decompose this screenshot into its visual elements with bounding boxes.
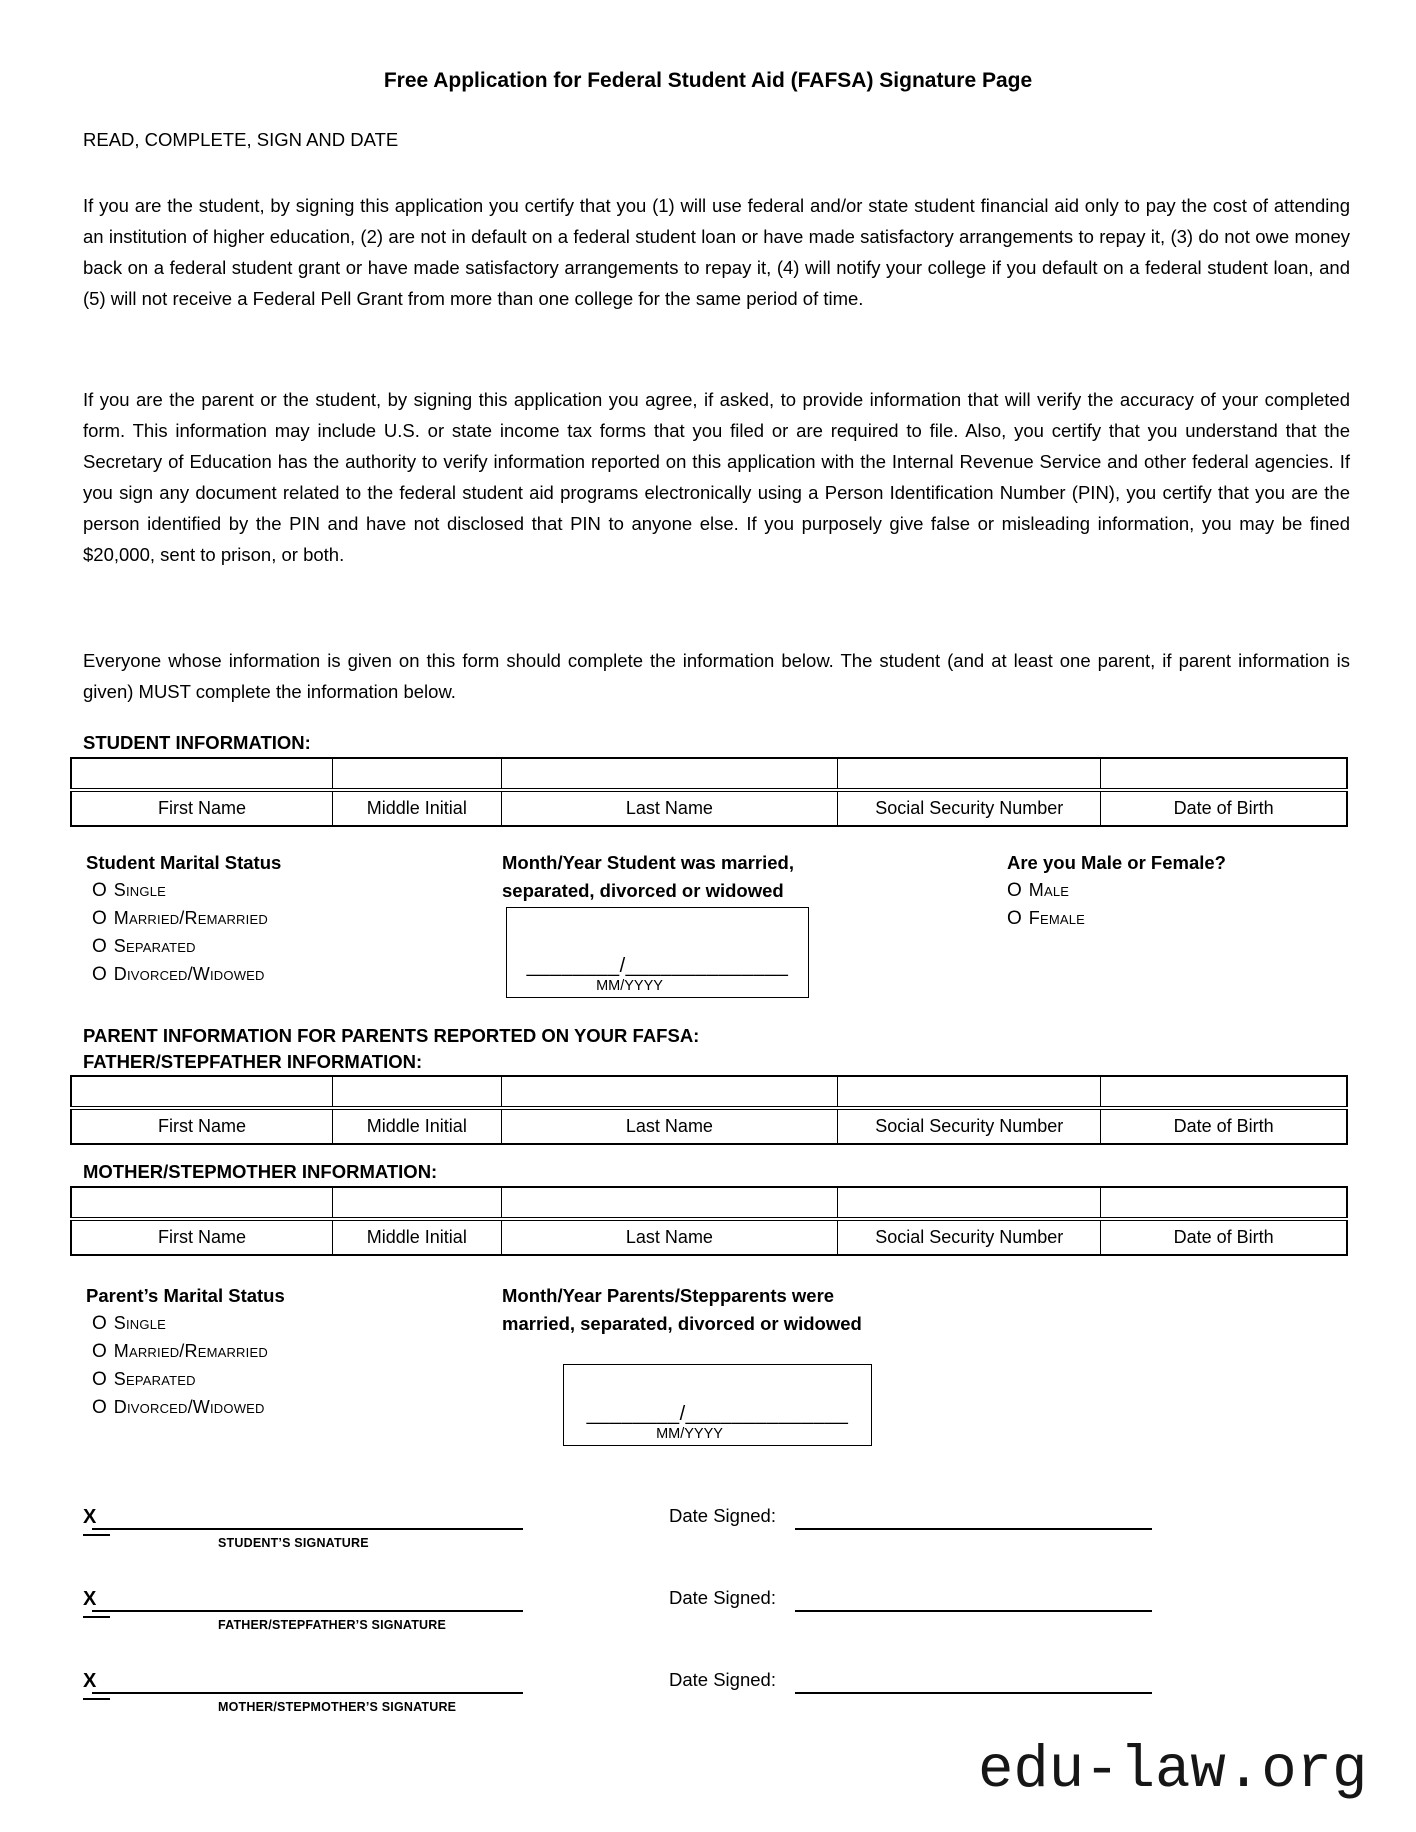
student-marriage-date-box bbox=[506, 907, 809, 998]
father-signature-label: FATHER/STEPFATHER’S SIGNATURE bbox=[218, 1618, 447, 1632]
student-last-name-field[interactable] bbox=[501, 758, 838, 790]
radio-circle-icon: O bbox=[1007, 908, 1022, 929]
gender-heading: Are you Male or Female? bbox=[1007, 852, 1226, 873]
student-date-signed-line[interactable] bbox=[795, 1528, 1152, 1530]
student-info-label-row bbox=[71, 790, 1347, 826]
radio-circle-icon: O bbox=[92, 908, 107, 929]
student-marital-status-heading: Student Marital Status bbox=[86, 852, 282, 873]
verification-paragraph: If you are the parent or the student, by signing this application you agree, if asked, to provide information that will verify the accuracy of your completed form. This information may include U.S. or state income tax forms that you filed or are required to file. Also, you certify that you understand that the Secretary of Education has the authority to verify information reported on this application with the Internal Revenue Service and other federal agencies. If you sign any document related to the federal student aid programs electronically using a Person Identification Number (PIN), you certify that you are the person identified by the PIN and have not disclosed that PIN to anyone else. If you purposely give false or misleading information, you may be fined $20,000, sent to prison, or both. bbox=[83, 389, 1350, 565]
mother-dob-field[interactable] bbox=[1101, 1187, 1347, 1219]
parent-marriage-date-box bbox=[563, 1364, 872, 1446]
student-marital-options bbox=[92, 877, 268, 989]
first-name-label: First Name bbox=[71, 790, 333, 826]
student-signature-x-underline bbox=[83, 1534, 110, 1536]
father-info-label-row bbox=[71, 1108, 1347, 1144]
father-date-signed-line[interactable] bbox=[795, 1610, 1152, 1612]
father-middle-initial-field[interactable] bbox=[333, 1076, 501, 1108]
student-marital-married-option[interactable]: O Married/Remarried bbox=[92, 908, 268, 929]
mother-info-label-row bbox=[71, 1219, 1347, 1255]
father-signature-line[interactable] bbox=[92, 1610, 523, 1612]
ssn-label: Social Security Number bbox=[838, 1219, 1101, 1255]
father-dob-field[interactable] bbox=[1101, 1076, 1347, 1108]
watermark: edu-law.org bbox=[978, 1737, 1368, 1804]
last-name-label: Last Name bbox=[501, 1108, 838, 1144]
mother-info-entry-row bbox=[71, 1187, 1347, 1219]
last-name-label: Last Name bbox=[501, 1219, 838, 1255]
radio-circle-icon: O bbox=[92, 1397, 107, 1418]
mother-signature-line[interactable] bbox=[92, 1692, 523, 1694]
first-name-label: First Name bbox=[71, 1219, 333, 1255]
mother-ssn-field[interactable] bbox=[838, 1187, 1101, 1219]
instruction-line: READ, COMPLETE, SIGN AND DATE bbox=[83, 129, 399, 150]
gender-options bbox=[1007, 877, 1085, 933]
ssn-label: Social Security Number bbox=[838, 1108, 1101, 1144]
mother-information-heading: MOTHER/STEPMOTHER INFORMATION: bbox=[83, 1161, 438, 1182]
dob-label: Date of Birth bbox=[1101, 1108, 1347, 1144]
dob-label: Date of Birth bbox=[1101, 790, 1347, 826]
student-signature-label: STUDENT’S SIGNATURE bbox=[218, 1536, 369, 1550]
complete-below-paragraph: Everyone whose information is given on this form should complete the information below. The student (and at least one parent, if parent information is given) MUST complete the information below. bbox=[83, 650, 1350, 702]
page-title: Free Application for Federal Student Aid (FAFSA) Signature Page bbox=[383, 69, 1033, 92]
mother-date-signed-label: Date Signed: bbox=[669, 1669, 776, 1690]
parent-marital-divorced-option[interactable]: O Divorced/Widowed bbox=[92, 1397, 265, 1418]
student-dob-field[interactable] bbox=[1101, 758, 1347, 790]
parent-marital-status-heading: Parent’s Marital Status bbox=[86, 1285, 285, 1306]
parent-marriage-date-heading: Month/Year Parents/Stepparents were married, separated, divorced or widowed bbox=[502, 1285, 862, 1334]
father-info-entry-row bbox=[71, 1076, 1347, 1108]
father-information-heading: FATHER/STEPFATHER INFORMATION: bbox=[83, 1051, 423, 1072]
radio-circle-icon: O bbox=[92, 936, 107, 957]
radio-circle-icon: O bbox=[92, 1341, 107, 1362]
middle-initial-label: Middle Initial bbox=[333, 1108, 501, 1144]
radio-circle-icon: O bbox=[92, 1313, 107, 1334]
student-signature-line[interactable] bbox=[92, 1528, 523, 1530]
student-info-table bbox=[70, 757, 1348, 827]
middle-initial-label: Middle Initial bbox=[333, 790, 501, 826]
student-marital-divorced-option[interactable]: O Divorced/Widowed bbox=[92, 964, 265, 985]
father-info-table bbox=[70, 1075, 1348, 1145]
mother-signature-x: X bbox=[83, 1670, 97, 1692]
father-date-signed-label: Date Signed: bbox=[669, 1587, 776, 1608]
dob-label: Date of Birth bbox=[1101, 1219, 1347, 1255]
student-marriage-date-heading: Month/Year Student was married, separated, divorced or widowed bbox=[502, 852, 794, 901]
student-signature-x: X bbox=[83, 1506, 97, 1528]
student-mm-yyyy-label: MM/YYYY bbox=[596, 978, 663, 994]
student-middle-initial-field[interactable] bbox=[333, 758, 501, 790]
student-info-entry-row bbox=[71, 758, 1347, 790]
ssn-label: Social Security Number bbox=[838, 790, 1101, 826]
father-signature-x: X bbox=[83, 1588, 97, 1610]
mother-last-name-field[interactable] bbox=[501, 1187, 838, 1219]
father-last-name-field[interactable] bbox=[501, 1076, 838, 1108]
parent-marriage-date-blank[interactable]: ________/______________ bbox=[586, 1403, 849, 1425]
parent-mm-yyyy-label: MM/YYYY bbox=[656, 1426, 723, 1442]
gender-female-option[interactable]: O Female bbox=[1007, 908, 1086, 929]
parent-marital-single-option[interactable]: O Single bbox=[92, 1313, 166, 1334]
radio-circle-icon: O bbox=[92, 1369, 107, 1390]
mother-middle-initial-field[interactable] bbox=[333, 1187, 501, 1219]
parent-information-heading: PARENT INFORMATION FOR PARENTS REPORTED ON YOUR FAFSA: bbox=[83, 1025, 700, 1046]
parent-marital-options bbox=[92, 1310, 268, 1422]
student-date-signed-label: Date Signed: bbox=[669, 1505, 776, 1526]
student-marriage-date-blank[interactable]: ________/______________ bbox=[526, 955, 789, 977]
gender-male-option[interactable]: O Male bbox=[1007, 880, 1070, 901]
mother-first-name-field[interactable] bbox=[71, 1187, 333, 1219]
radio-circle-icon: O bbox=[92, 880, 107, 901]
mother-signature-x-underline bbox=[83, 1698, 110, 1700]
radio-circle-icon: O bbox=[1007, 880, 1022, 901]
student-ssn-field[interactable] bbox=[838, 758, 1101, 790]
middle-initial-label: Middle Initial bbox=[333, 1219, 501, 1255]
student-marital-single-option[interactable]: O Single bbox=[92, 880, 166, 901]
student-information-heading: STUDENT INFORMATION: bbox=[83, 732, 311, 753]
father-signature-x-underline bbox=[83, 1616, 110, 1618]
first-name-label: First Name bbox=[71, 1108, 333, 1144]
parent-marital-separated-option[interactable]: O Separated bbox=[92, 1369, 196, 1390]
parent-marital-married-option[interactable]: O Married/Remarried bbox=[92, 1341, 268, 1362]
mother-info-table bbox=[70, 1186, 1348, 1256]
student-marital-separated-option[interactable]: O Separated bbox=[92, 936, 196, 957]
father-ssn-field[interactable] bbox=[838, 1076, 1101, 1108]
mother-date-signed-line[interactable] bbox=[795, 1692, 1152, 1694]
last-name-label: Last Name bbox=[501, 790, 838, 826]
mother-signature-label: MOTHER/STEPMOTHER’S SIGNATURE bbox=[218, 1700, 457, 1714]
father-first-name-field[interactable] bbox=[71, 1076, 333, 1108]
radio-circle-icon: O bbox=[92, 964, 107, 985]
student-first-name-field[interactable] bbox=[71, 758, 333, 790]
certification-paragraph: If you are the student, by signing this application you certify that you (1) will use federal and/or state student financial aid only to pay the cost of attending an institution of higher education, (2) are not in default on a federal student loan or have made satisfactory arrangements to repay it, (3) do not owe money back on a federal student grant or have made satisfactory arrangements to repay it, (4) will notify your college if you default on a federal student loan, and (5) will not receive a Federal Pell Grant from more than one college for the same period of time. bbox=[83, 195, 1350, 309]
